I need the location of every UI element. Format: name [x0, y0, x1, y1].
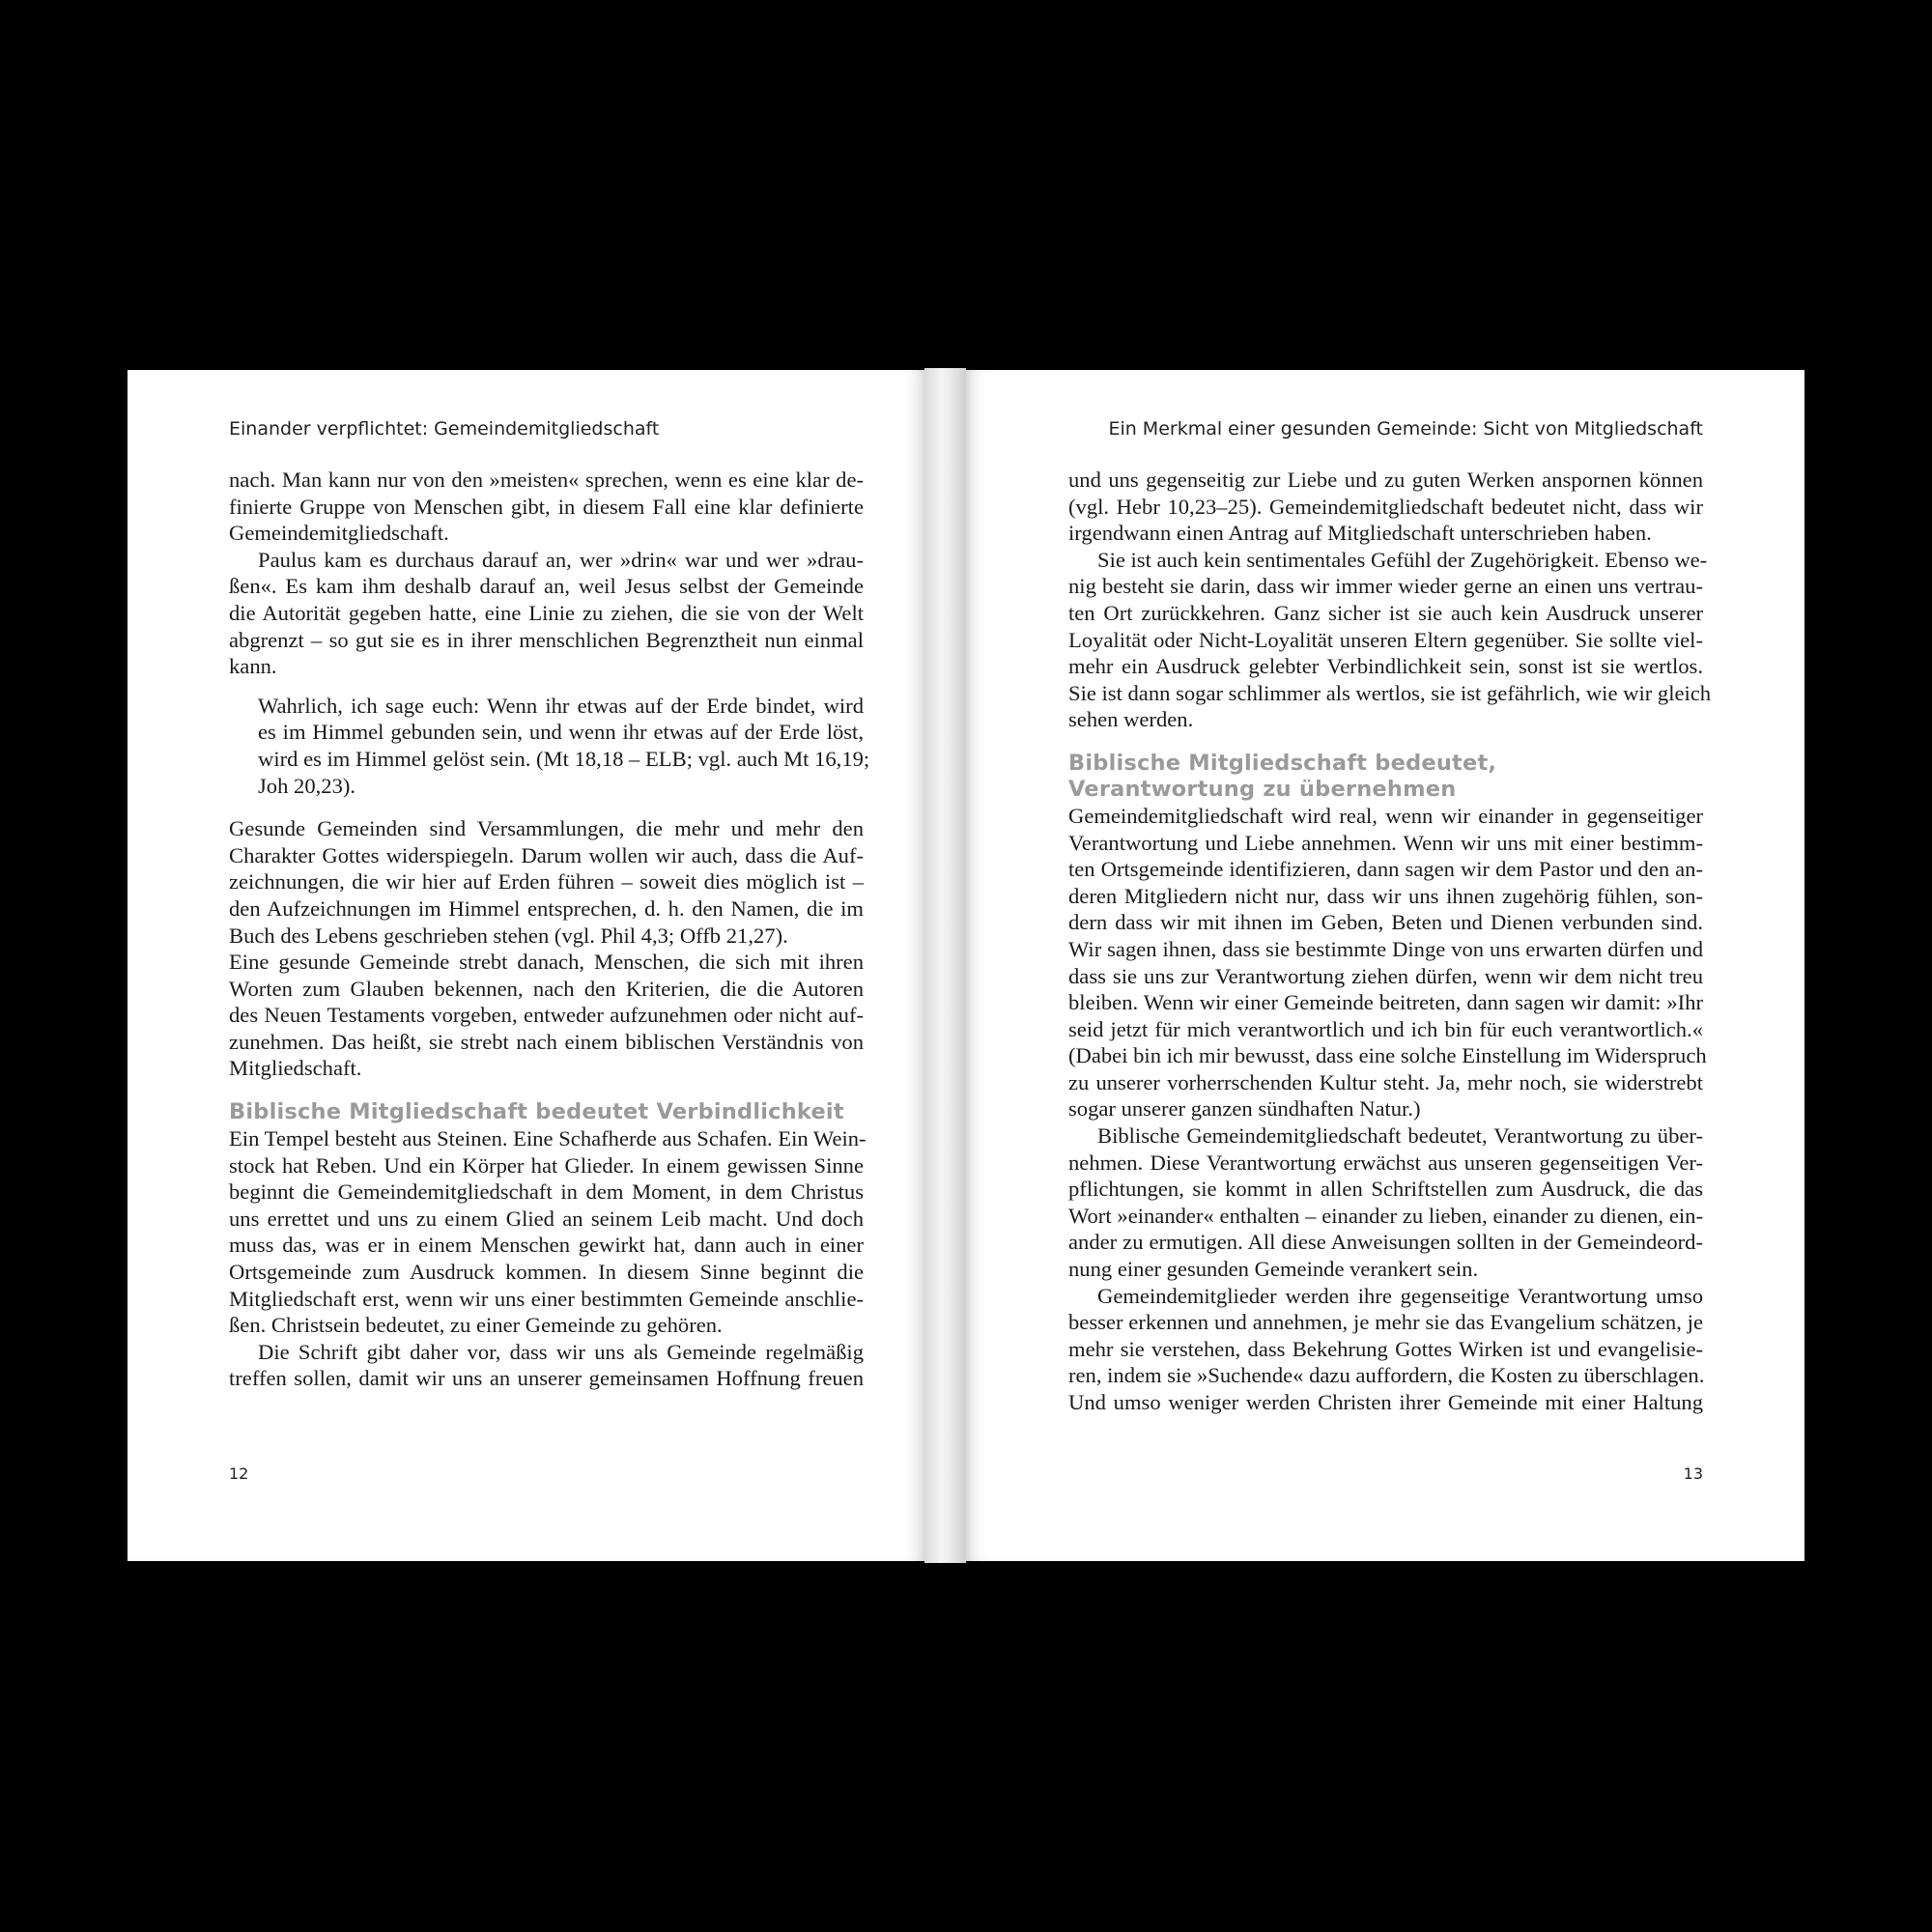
text-line: ßen. Christsein bedeutet, zu einer Gemeinde zu gehören. [229, 1313, 723, 1338]
text-line: uns errettet und uns zu einem Glied an seinem Leib macht. Und doch [229, 1206, 864, 1231]
text-line: es im Himmel gebunden sein, und wenn ihr etwas auf der Erde löst, [258, 720, 864, 745]
text-line: irgendwann einen Antrag auf Mitgliedschaft unterschrieben haben. [1068, 521, 1652, 546]
page-number-right: 13 [1683, 1464, 1703, 1483]
text-line: Joh 20,23). [258, 773, 356, 798]
text-line: ren, indem sie »Suchende« dazu auffordern, die Kosten zu überschlagen. [1068, 1363, 1705, 1388]
paragraph [1068, 803, 1707, 1122]
text-line: kann. [229, 654, 277, 679]
text-line: Sie ist dann sogar schlimmer als wertlos, sie ist gefährlich, wie wir gleich [1068, 680, 1712, 705]
text-line: Biblische Gemeindemitgliedschaft bedeutet, Verantwortung zu über- [1097, 1123, 1703, 1149]
text-line: zeichnungen, die wir hier auf Erden führen – soweit dies möglich ist – [229, 869, 864, 895]
text-line: wird es im Himmel gelöst sein. (Mt 18,18 – ELB; vgl. auch Mt 16,19; [258, 746, 870, 771]
text-line: zunehmen. Das heißt, sie strebt nach einem biblischen Verständnis von [229, 1029, 864, 1054]
text-line: Die Schrift gibt daher vor, dass wir uns als Gemeinde regelmäßig [258, 1339, 864, 1364]
text-line: treffen sollen, damit wir uns an unserer gemeinsamen Hoffnung freuen [229, 1366, 864, 1391]
text-line: pflichtungen, sie kommt in allen Schriftstellen zum Ausdruck, die das [1068, 1177, 1703, 1202]
block-quote [229, 693, 870, 799]
page-number-left: 12 [229, 1464, 249, 1483]
paragraph [229, 949, 864, 1082]
paragraph [229, 467, 864, 547]
paragraph [229, 547, 864, 680]
text-line: dass sie uns zur Verantwortung ziehen dürfen, wenn wir dem nicht treu [1068, 963, 1703, 988]
text-line: abgrenzt – so gut sie es in ihrer menschlichen Begrenztheit nun einmal [229, 627, 864, 652]
text-line: dern dass wir mit ihnen im Geben, Beten und Dienen verbunden sind. [1068, 910, 1703, 935]
section-heading: Verantwortung zu übernehmen [1068, 776, 1457, 802]
text-line: sehen werden. [1068, 707, 1194, 732]
text-line: Eine gesunde Gemeinde strebt danach, Menschen, die sich mit ihren [229, 950, 864, 975]
book-spread [128, 370, 1804, 1561]
text-line: Wir sagen ihnen, dass sie bestimmte Dinge von uns erwarten dürfen und [1068, 936, 1703, 961]
section-heading: Biblische Mitgliedschaft bedeutet, [1068, 750, 1497, 776]
text-line: des Neuen Testaments vorgeben, entweder aufzunehmen oder nicht auf- [229, 1003, 864, 1028]
text-line: muss das, was er in einem Menschen gewirkt hat, dann auch in einer [229, 1233, 864, 1258]
paragraph [229, 815, 864, 949]
text-line: Mitgliedschaft. [229, 1056, 362, 1081]
text-line: nig besteht sie darin, dass wir immer wieder gerne an einen uns vertrau- [1068, 574, 1703, 599]
text-line: Gemeindemitglieder werden ihre gegenseitige Verantwortung umso [1097, 1283, 1703, 1308]
text-line: Wahrlich, ich sage euch: Wenn ihr etwas auf der Erde bindet, wird [258, 693, 864, 718]
text-line: nehmen. Diese Verantwortung erwächst aus unseren gegenseitigen Ver- [1068, 1150, 1703, 1175]
text-line: den Aufzeichnungen im Himmel entsprechen, d. h. den Namen, die im [229, 895, 864, 921]
text-line: ten Ortsgemeinde identifizieren, dann sagen wir dem Pastor und den an- [1068, 857, 1703, 882]
text-line: Paulus kam es durchaus darauf an, wer »drin« war und wer »drau- [258, 547, 864, 572]
text-line: seid jetzt für mich verantwortlich und ich bin für euch verantwortlich.« [1068, 1016, 1703, 1041]
text-line: und uns gegenseitig zur Liebe und zu guten Werken anspornen können [1068, 468, 1703, 492]
text-line: Verantwortung und Liebe annehmen. Wenn wir uns mit einer bestimm- [1068, 830, 1703, 855]
text-line: Wort »einander« enthalten – einander zu lieben, einander zu dienen, ein- [1068, 1203, 1703, 1228]
text-line: Mitgliedschaft erst, wenn wir uns einer bestimmten Gemeinde anschlie- [229, 1286, 864, 1311]
paragraph [229, 1339, 864, 1392]
text-line: Und umso weniger werden Christen ihrer Gemeinde mit einer Haltung [1068, 1390, 1703, 1414]
text-line: bleiben. Wenn wir einer Gemeinde beitreten, dann sagen wir damit: »Ihr [1068, 990, 1703, 1015]
text-line: Sie ist auch kein sentimentales Gefühl der Zugehörigkeit. Ebenso we- [1097, 547, 1708, 572]
text-line: deren Mitgliedern nicht nur, dass wir uns ihnen zugehörig fühlen, son- [1068, 883, 1703, 908]
text-line: sogar unserer ganzen sündhaften Natur.) [1068, 1096, 1421, 1122]
text-line: stock hat Reben. Und ein Körper hat Glieder. In einem gewissen Sinne [229, 1152, 864, 1178]
right-textblock [1068, 467, 1712, 1416]
text-line: ander zu ermutigen. All diese Anweisungen sollten in der Gemeindeord- [1068, 1230, 1703, 1255]
right-page [966, 370, 1804, 1561]
running-head-right: Ein Merkmal einer gesunden Gemeinde: Sicht von Mitgliedschaft [1108, 418, 1703, 440]
text-line: ßen«. Es kam ihm deshalb darauf an, weil Jesus selbst der Gemeinde [229, 574, 864, 599]
text-line: mehr sie verstehen, dass Bekehrung Gottes Wirken ist und evangelisie- [1068, 1336, 1703, 1361]
text-line: Buch des Lebens geschrieben stehen (vgl. Phil 4,3; Offb 21,27). [229, 923, 788, 948]
text-line: finierte Gruppe von Menschen gibt, in diesem Fall eine klar definierte [229, 494, 864, 519]
text-line: Worten zum Glauben bekennen, nach den Kriterien, die die Autoren [229, 976, 864, 1001]
left-page [128, 370, 924, 1561]
paragraph [1068, 1122, 1703, 1283]
left-textblock [229, 467, 870, 1392]
text-line: Loyalität oder Nicht-Loyalität unseren Eltern gegenüber. Sie sollte viel- [1068, 627, 1703, 652]
text-line: nung einer gesunden Gemeinde verankert sein. [1068, 1257, 1479, 1282]
text-line: Ein Tempel besteht aus Steinen. Eine Schafherde aus Schafen. Ein Wein- [229, 1126, 867, 1151]
running-head-left: Einander verpflichtet: Gemeindemitgliedschaft [229, 418, 660, 440]
paragraph [1068, 547, 1712, 733]
text-line: beginnt die Gemeindemitgliedschaft in dem Moment, in dem Christus [229, 1179, 864, 1205]
text-line: Gesunde Gemeinden sind Versammlungen, die mehr und mehr den [229, 816, 864, 841]
text-line: besser erkennen und annehmen, je mehr sie das Evangelium schätzen, je [1068, 1310, 1703, 1335]
paragraph [229, 1125, 867, 1339]
paragraph [1068, 1283, 1703, 1416]
paragraph [1068, 467, 1703, 547]
text-line: nach. Man kann nur von den »meisten« sprechen, wenn es eine klar de- [229, 468, 864, 492]
text-line: Gemeindemitgliedschaft. [229, 521, 449, 546]
text-line: Gemeindemitgliedschaft wird real, wenn wir einander in gegenseitiger [1068, 803, 1703, 828]
text-line: zu unserer vorherrschenden Kultur steht. Ja, mehr noch, sie widerstrebt [1068, 1069, 1703, 1094]
text-line: ten Ort zurückkehren. Ganz sicher ist sie auch kein Ausdruck unserer [1068, 600, 1703, 625]
text-line: die Autorität gegeben hatte, eine Linie zu ziehen, die sie von der Welt [229, 600, 864, 625]
text-line: (Dabei bin ich mir bewusst, dass eine solche Einstellung im Widerspruch [1068, 1043, 1707, 1068]
book-gutter [924, 368, 966, 1563]
text-line: Ortsgemeinde zum Ausdruck kommen. In diesem Sinne beginnt die [229, 1260, 864, 1285]
section-heading: Biblische Mitgliedschaft bedeutet Verbindlichkeit [229, 1099, 844, 1125]
text-line: Charakter Gottes widerspiegeln. Darum wollen wir auch, dass die Auf- [229, 842, 864, 867]
text-line: (vgl. Hebr 10,23–25). Gemeindemitgliedschaft bedeutet nicht, dass wir [1068, 494, 1703, 519]
text-line: mehr ein Ausdruck gelebter Verbindlichkeit sein, sonst ist sie wertlos. [1068, 654, 1703, 679]
